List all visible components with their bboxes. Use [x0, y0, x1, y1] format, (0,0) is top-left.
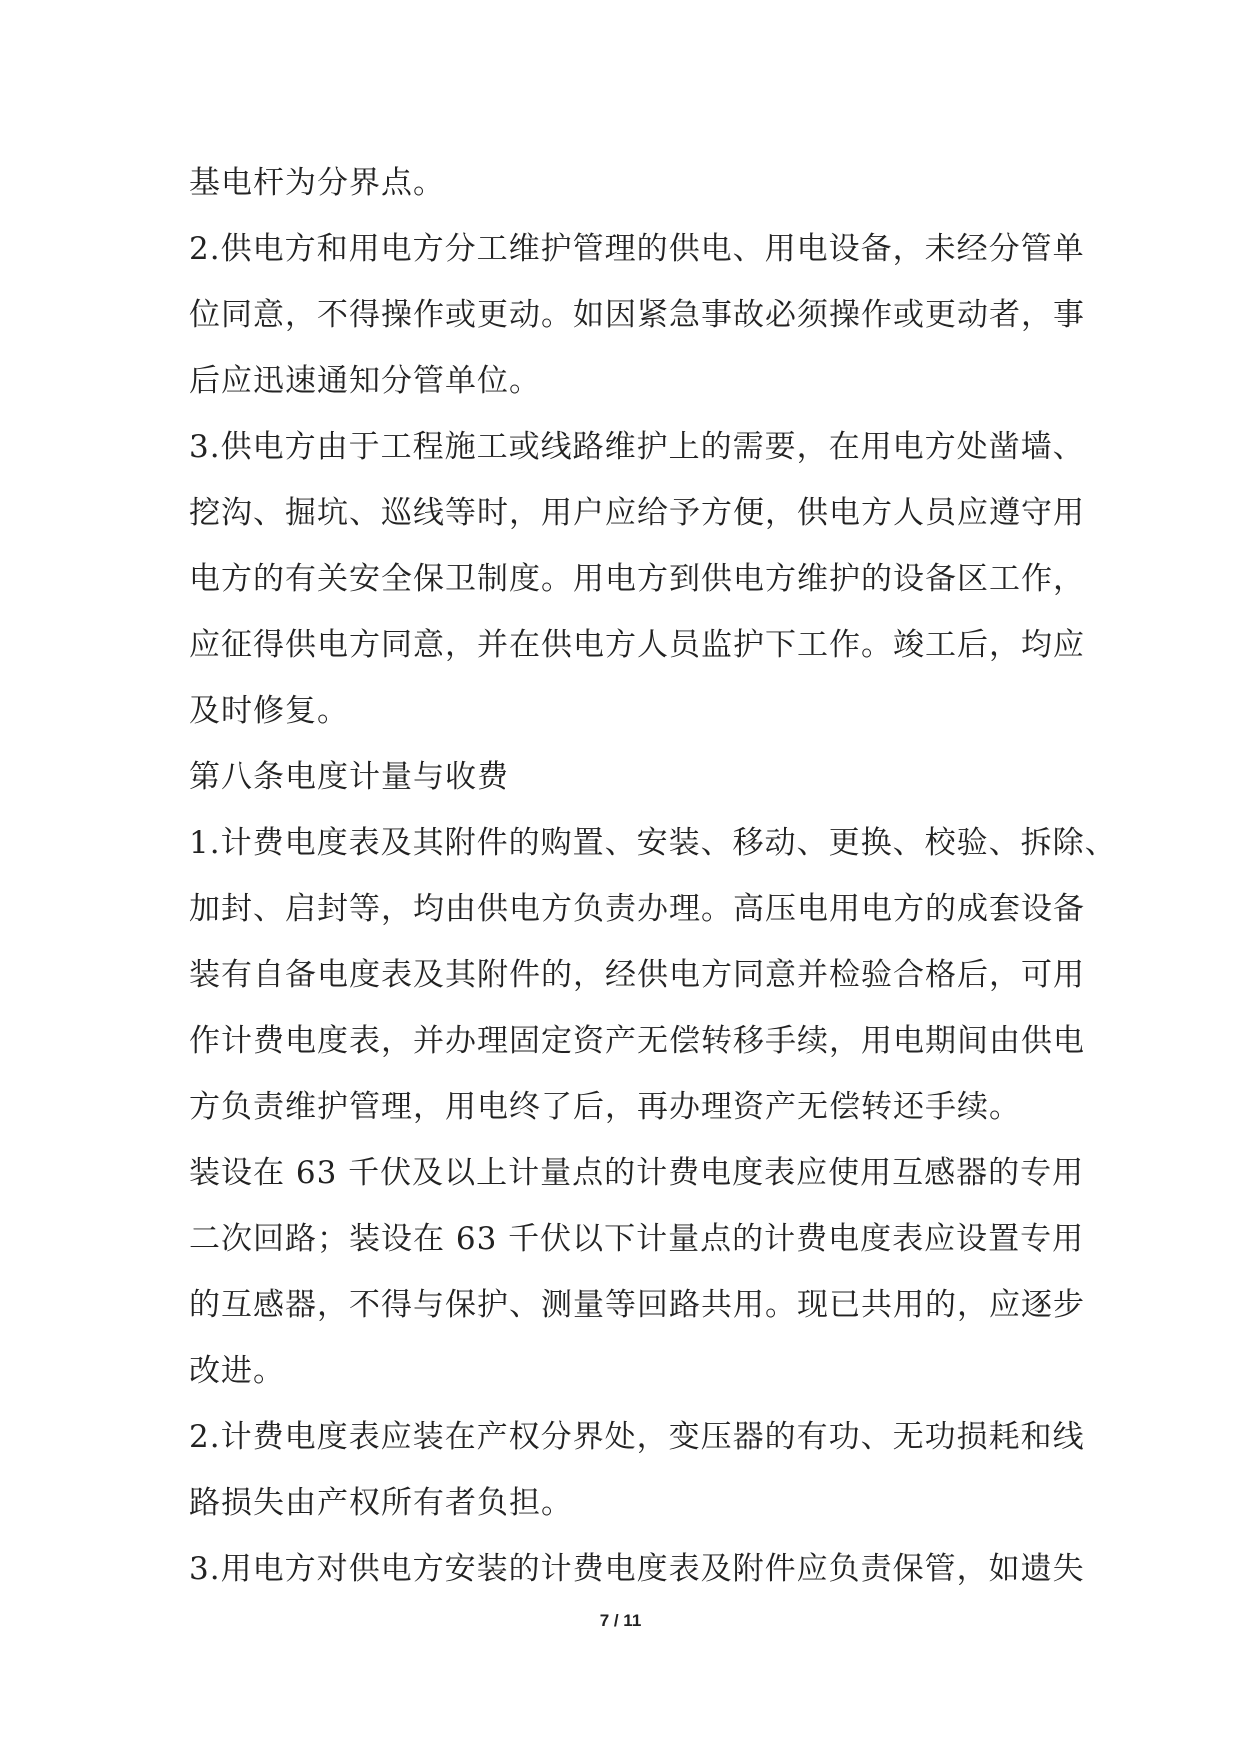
text-line: 二次回路；装设在 63 千伏以下计量点的计费电度表应设置专用: [189, 1221, 1085, 1257]
text-line: 应征得供电方同意，并在供电方人员监护下工作。竣工后，均应: [189, 627, 1085, 663]
text-line: 方负责维护管理，用电终了后，再办理资产无偿转还手续。: [189, 1089, 1021, 1125]
text-line: 3.用电方对供电方安装的计费电度表及附件应负责保管，如遗失: [189, 1551, 1085, 1587]
text-line: 2.计费电度表应装在产权分界处，变压器的有功、无功损耗和线: [189, 1419, 1085, 1455]
text-line: 2.供电方和用电方分工维护管理的供电、用电设备，未经分管单: [189, 231, 1085, 267]
text-line: 挖沟、掘坑、巡线等时，用户应给予方便，供电方人员应遵守用: [189, 495, 1085, 531]
text-line: 后应迅速通知分管单位。: [189, 363, 541, 399]
section-heading: 第八条电度计量与收费: [189, 759, 509, 795]
text-line: 电方的有关安全保卫制度。用电方到供电方维护的设备区工作，: [189, 561, 1085, 597]
page-number: 7 / 11: [599, 1611, 642, 1630]
text-line: 装设在 63 千伏及以上计量点的计费电度表应使用互感器的专用: [189, 1155, 1085, 1191]
text-line: 加封、启封等，均由供电方负责办理。高压电用电方的成套设备: [189, 891, 1085, 927]
text-line: 基电杆为分界点。: [189, 165, 445, 201]
text-line: 位同意，不得操作或更动。如因紧急事故必须操作或更动者，事: [189, 297, 1085, 333]
text-line: 作计费电度表，并办理固定资产无偿转移手续，用电期间由供电: [189, 1023, 1085, 1059]
text-line: 的互感器，不得与保护、测量等回路共用。现已共用的，应逐步: [189, 1287, 1085, 1323]
text-line: 及时修复。: [189, 693, 349, 729]
text-line: 装有自备电度表及其附件的，经供电方同意并检验合格后，可用: [189, 957, 1085, 993]
text-line: 路损失由产权所有者负担。: [189, 1485, 573, 1521]
text-line: 1.计费电度表及其附件的购置、安装、移动、更换、校验、拆除、: [189, 825, 1117, 861]
text-line: 改进。: [189, 1353, 285, 1389]
text-line: 3.供电方由于工程施工或线路维护上的需要，在用电方处凿墙、: [189, 429, 1085, 465]
document-body: [189, 150, 1117, 1602]
